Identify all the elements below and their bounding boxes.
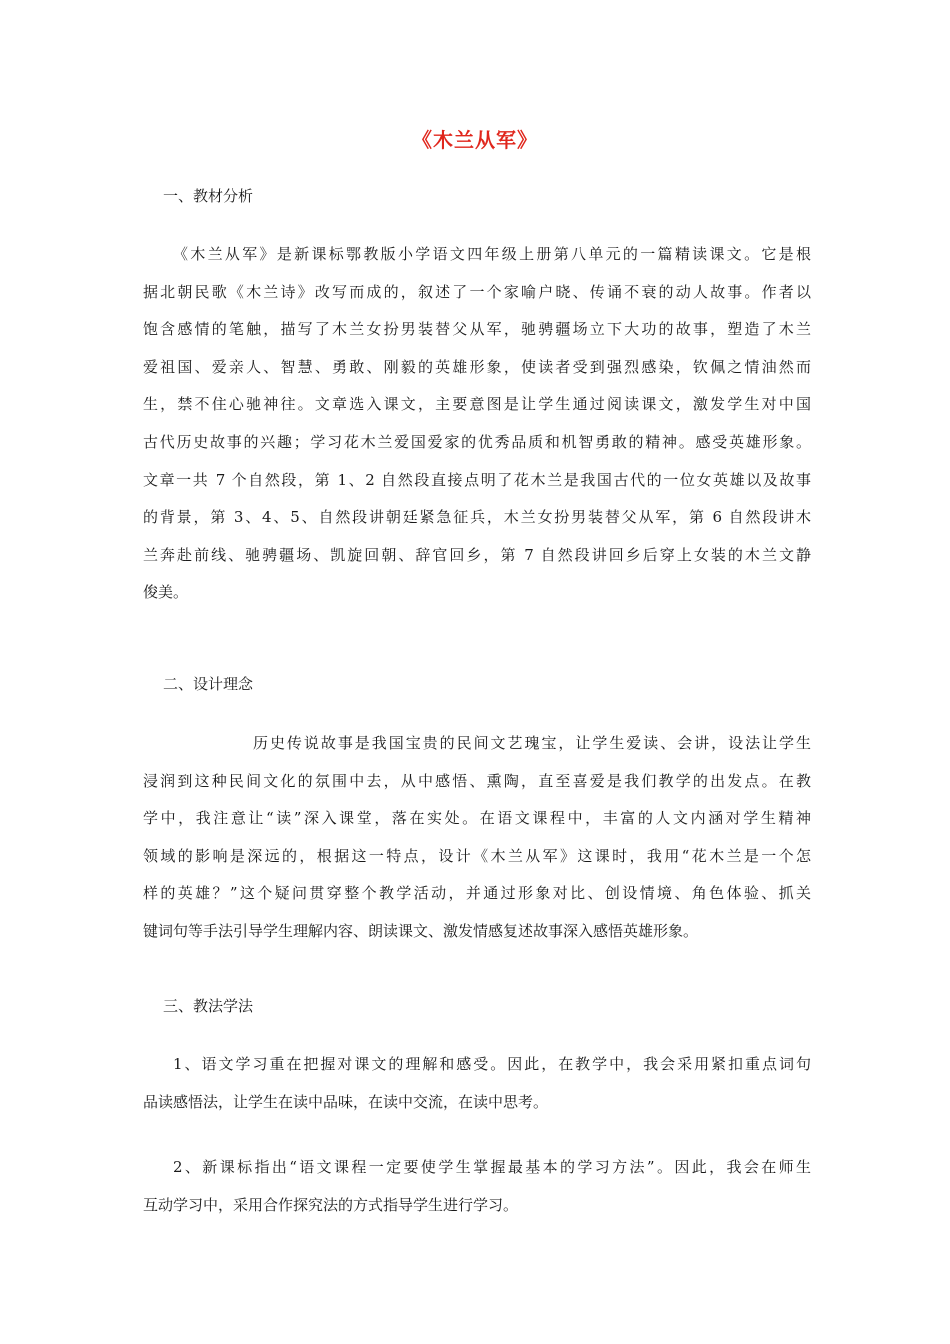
section-heading-teaching-methods: 三、教法学法 [163, 997, 254, 1015]
document-title: 《木兰从军》 [412, 128, 538, 152]
paragraph-line: 学中，我注意让“读”深入课堂，落在实处。在语文课程中，丰富的人文内涵对学生精神 [143, 809, 811, 828]
paragraph-line: 互动学习中，采用合作探究法的方式指导学生进行学习。 [143, 1195, 519, 1214]
paragraph-method-1 [143, 1046, 811, 1121]
paragraph-line: 据北朝民歌《木兰诗》改写而成的，叙述了一个家喻户晓、传诵不衰的动人故事。作者以 [143, 282, 811, 301]
paragraph-line: 俊美。 [143, 583, 189, 602]
paragraph-textbook-analysis [143, 236, 811, 612]
section-heading-design-concept: 二、设计理念 [163, 675, 254, 693]
paragraph-method-2 [143, 1149, 811, 1224]
paragraph-design-concept [143, 725, 811, 951]
paragraph-line: 浸润到这种民间文化的氛围中去，从中感悟、熏陶，直至喜爱是我们教学的出发点。在教 [143, 771, 811, 790]
paragraph-line: 1、语文学习重在把握对课文的理解和感受。因此，在教学中，我会采用紧扣重点词句 [173, 1055, 811, 1073]
paragraph-line: 键词句等手法引导学生理解内容、朗读课文、激发情感复述故事深入感悟英雄形象。 [143, 921, 699, 940]
paragraph-line: 品读感悟法，让学生在读中品味，在读中交流，在读中思考。 [143, 1092, 549, 1111]
paragraph-line: 文章一共 7 个自然段，第 1、2 自然段直接点明了花木兰是我国古代的一位女英雄以及故事 [143, 470, 811, 489]
paragraph-line: 兰奔赴前线、驰骋疆场、凯旋回朝、辞官回乡，第 7 自然段讲回乡后穿上女装的木兰文静 [143, 545, 811, 564]
paragraph-line: 历史传说故事是我国宝贵的民间文艺瑰宝，让学生爱读、会讲，设法让学生 [253, 734, 811, 752]
paragraph-line: 生，禁不住心驰神往。文章选入课文，主要意图是让学生通过阅读课文，激发学生对中国 [143, 395, 811, 414]
paragraph-line: 爱祖国、爱亲人、智慧、勇敢、刚毅的英雄形象，使读者受到强烈感染，钦佩之情油然而 [143, 357, 811, 376]
paragraph-line: 饱含感情的笔触，描写了木兰女扮男装替父从军，驰骋疆场立下大功的故事，塑造了木兰 [143, 320, 811, 339]
paragraph-line: 领域的影响是深远的，根据这一特点，设计《木兰从军》这课时，我用“花木兰是一个怎 [143, 846, 811, 865]
paragraph-line: 的背景，第 3、4、5、自然段讲朝廷紧急征兵，木兰女扮男装替父从军，第 6 自然段讲木 [143, 508, 811, 527]
paragraph-line: 古代历史故事的兴趣；学习花木兰爱国爱家的优秀品质和机智勇敢的精神。感受英雄形象。 [143, 432, 811, 451]
paragraph-line: 2、新课标指出“语文课程一定要使学生掌握最基本的学习方法”。因此，我会在师生 [173, 1158, 811, 1176]
paragraph-line: 样的英雄？”这个疑问贯穿整个教学活动，并通过形象对比、创设情境、角色体验、抓关 [143, 884, 811, 903]
paragraph-line: 《木兰从军》是新课标鄂教版小学语文四年级上册第八单元的一篇精读课文。它是根 [173, 245, 811, 263]
section-heading-textbook-analysis: 一、教材分析 [163, 187, 254, 205]
